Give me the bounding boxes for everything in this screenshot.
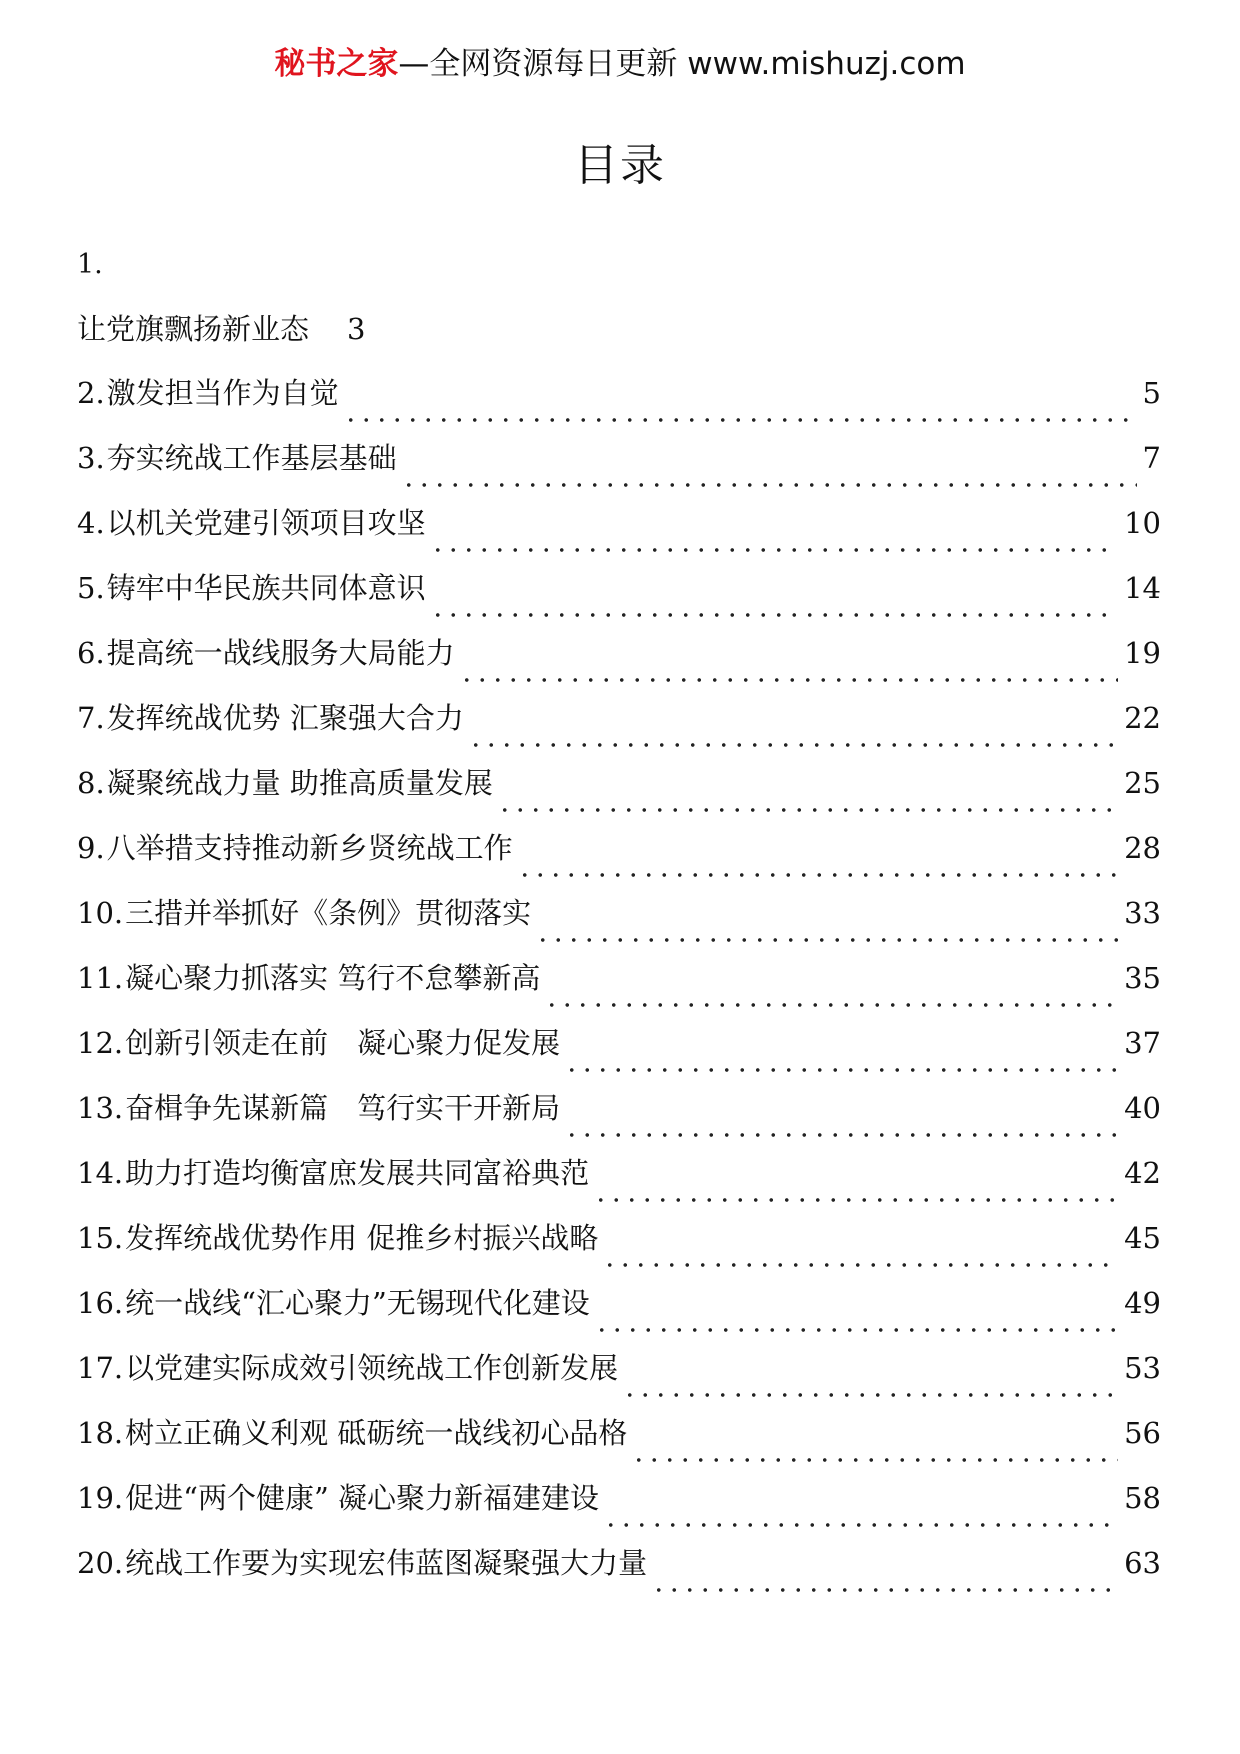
- toc-item-title: 以机关党建引领项目攻坚: [106, 506, 426, 540]
- dot-leader: [459, 676, 1118, 684]
- toc-item-number: 11.: [77, 961, 124, 995]
- dot-leader: [468, 741, 1118, 749]
- dot-leader: [430, 611, 1118, 619]
- toc-item-number: 3.: [77, 441, 105, 475]
- dot-leader: [401, 481, 1137, 489]
- toc-item[interactable]: [77, 505, 1161, 570]
- dot-leader: [602, 1261, 1118, 1269]
- toc-item-title: 凝心聚力抓落实 笃行不怠攀新高: [125, 961, 541, 995]
- toc-item-page: 35: [1124, 961, 1161, 995]
- page-header: [0, 44, 1240, 84]
- dot-leader: [631, 1456, 1118, 1464]
- toc-item-title: 发挥统战优势作用 促推乡村振兴战略: [125, 1221, 599, 1255]
- toc-item[interactable]: [77, 1480, 1161, 1545]
- dot-leader: [430, 546, 1118, 554]
- toc-item-title: 提高统一战线服务大局能力: [106, 636, 455, 670]
- toc-item-number: 14.: [77, 1156, 124, 1190]
- toc-item-title: 以党建实际成效引领统战工作创新发展: [125, 1351, 619, 1385]
- toc-item-page: 7: [1142, 441, 1161, 475]
- toc-item-title: 凝聚统战力量 助推高质量发展: [106, 766, 493, 800]
- toc-item-number: 20.: [77, 1546, 124, 1580]
- toc-item-page: 10: [1124, 506, 1161, 540]
- toc-item[interactable]: [77, 1350, 1161, 1415]
- toc-item-number: 9.: [77, 831, 105, 865]
- dot-leader: [497, 806, 1118, 814]
- toc-item-title: 铸牢中华民族共同体意识: [106, 571, 426, 605]
- toc-item-page: 58: [1124, 1481, 1161, 1515]
- toc-item-page: 14: [1124, 571, 1161, 605]
- toc-item-title: 统一战线“汇心聚力”无锡现代化建设: [125, 1286, 590, 1320]
- toc-item-number: 15.: [77, 1221, 124, 1255]
- toc-item[interactable]: [77, 375, 1161, 440]
- toc-item-title: 树立正确义利观 砥砺统一战线初心品格: [125, 1416, 628, 1450]
- toc-item[interactable]: [77, 700, 1161, 765]
- toc-item-page: 19: [1124, 636, 1161, 670]
- toc-item[interactable]: [77, 765, 1161, 830]
- page-title: 目录: [574, 140, 666, 191]
- toc-item-page: 42: [1124, 1156, 1161, 1190]
- toc-item-number: 2.: [77, 376, 105, 410]
- toc-item-page: 56: [1124, 1416, 1161, 1450]
- dot-leader: [564, 1066, 1118, 1074]
- toc-item-number: 8.: [77, 766, 105, 800]
- dot-leader: [622, 1391, 1118, 1399]
- toc-item-page: 33: [1124, 896, 1161, 930]
- dot-leader: [651, 1586, 1118, 1594]
- toc-item-page: 49: [1124, 1286, 1161, 1320]
- toc-item[interactable]: [77, 1285, 1161, 1350]
- toc-item-number: 10.: [77, 896, 124, 930]
- toc-item[interactable]: [77, 895, 1161, 960]
- toc-item-number: 4.: [77, 506, 105, 540]
- toc-item-title: 三措并举抓好《条例》贯彻落实: [125, 896, 532, 930]
- dot-leader: [343, 416, 1137, 424]
- toc-item[interactable]: [77, 570, 1161, 635]
- dot-leader: [603, 1521, 1118, 1529]
- toc-item-title: 助力打造均衡富庶发展共同富裕典范: [125, 1156, 590, 1190]
- toc-item-title: 八举措支持推动新乡贤统战工作: [106, 831, 513, 865]
- toc-item-page: 25: [1124, 766, 1161, 800]
- toc-item-page: 63: [1124, 1546, 1161, 1580]
- toc-item-title: 发挥统战优势 汇聚强大合力: [106, 701, 464, 735]
- toc-item-page: 45: [1124, 1221, 1161, 1255]
- toc-item-1-number: 1.: [77, 249, 103, 280]
- toc-item[interactable]: [77, 1155, 1161, 1220]
- toc-item-number: 5.: [77, 571, 105, 605]
- toc-item-page: 28: [1124, 831, 1161, 865]
- header-tagline: —全网资源每日更新 www.mishuzj.com: [398, 46, 966, 82]
- toc-item-title: 激发担当作为自觉: [106, 376, 339, 410]
- toc-item[interactable]: [77, 1090, 1161, 1155]
- toc-item-number: 16.: [77, 1286, 124, 1320]
- toc-item-number: 7.: [77, 701, 105, 735]
- toc-item-1-page: 3: [347, 312, 366, 346]
- dot-leader: [544, 1001, 1118, 1009]
- table-of-contents: [77, 375, 1161, 1610]
- toc-item[interactable]: [77, 1220, 1161, 1285]
- toc-item[interactable]: [77, 960, 1161, 1025]
- toc-item-title: 夯实统战工作基层基础: [106, 441, 397, 475]
- dot-leader: [593, 1196, 1118, 1204]
- toc-item-title: 促进“两个健康” 凝心聚力新福建建设: [125, 1481, 599, 1515]
- toc-item-number: 13.: [77, 1091, 124, 1125]
- toc-item-number: 12.: [77, 1026, 124, 1060]
- toc-item-1-title: 让党旗飘扬新业态: [77, 312, 310, 346]
- toc-item-page: 5: [1142, 376, 1161, 410]
- toc-item-title: 统战工作要为实现宏伟蓝图凝聚强大力量: [125, 1546, 648, 1580]
- toc-item-page: 37: [1124, 1026, 1161, 1060]
- toc-item[interactable]: [77, 1025, 1161, 1090]
- toc-item-title: 创新引领走在前 凝心聚力促发展: [125, 1026, 561, 1060]
- toc-item-page: 53: [1124, 1351, 1161, 1385]
- toc-item[interactable]: [77, 1545, 1161, 1610]
- toc-item-1[interactable]: [77, 311, 365, 347]
- toc-item[interactable]: [77, 440, 1161, 505]
- header-brand: 秘书之家: [274, 46, 399, 82]
- toc-item-number: 19.: [77, 1481, 124, 1515]
- dot-leader: [535, 936, 1118, 944]
- toc-item[interactable]: [77, 830, 1161, 895]
- toc-item-number: 17.: [77, 1351, 124, 1385]
- dot-leader: [517, 871, 1118, 879]
- toc-item-page: 22: [1124, 701, 1161, 735]
- toc-item-page: 40: [1124, 1091, 1161, 1125]
- dot-leader: [594, 1326, 1118, 1334]
- toc-item[interactable]: [77, 635, 1161, 700]
- toc-item-title: 奋楫争先谋新篇 笃行实干开新局: [125, 1091, 561, 1125]
- toc-item-number: 6.: [77, 636, 105, 670]
- toc-item-number: 18.: [77, 1416, 124, 1450]
- toc-item[interactable]: [77, 1415, 1161, 1480]
- dot-leader: [564, 1131, 1118, 1139]
